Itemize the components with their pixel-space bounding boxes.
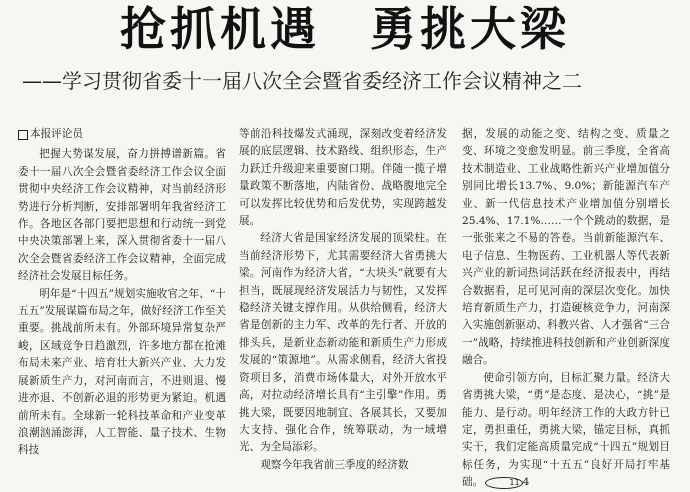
end-mark-icon: 11 <box>485 477 522 489</box>
article-column-3 <box>462 126 670 489</box>
paragraph: 明年是“十四五”规划实施收官之年、“十五五”发展谋篇布局之年，做好经济工作至关重要。挑战前所未有。外部环境异常复杂严峻，区域竞争日趋激烈，许多地方都在抢滩布局未来产业、培育壮大新兴产业、大力发展新质生产力，对河南而言，不进则退、慢进亦退、不创新必退的形势更为紧迫。机遇前所未有。全球新一轮科技革命和产业变革浪潮汹涌澎湃，人工智能、量子技术、生物科技 <box>18 287 226 457</box>
paragraph: 等前沿科技爆发式涌现，深刻改变着经济发展的底层逻辑、技术路线、组织形态，生产力跃迁升级迎来重要窗口期。伴随一揽子增量政策不断落地，内陆省份、战略腹地完全可以发挥比较优势和后发优势，实现跨越发展。 <box>239 128 447 228</box>
subheadline: ——学习贯彻省委十一届八次全会暨省委经济工作会议精神之二 <box>22 69 582 93</box>
end-mark-suffix: 4 <box>522 476 530 489</box>
headline: 抢抓机遇 勇挑大梁 <box>120 2 570 56</box>
byline-text: 本报评论员 <box>30 128 83 140</box>
paragraph: 经济大省是国家经济发展的顶梁柱。在当前经济形势下，尤其需要经济大省勇挑大梁。河南作为经济大省，“大块头”就要有大担当，既展现经济发展活力与韧性，又发挥稳经济关键支撑作用。从供给侧看，经济大省是创新的主力军、改革的先行者、开放的排头兵，是新业态新动能和新质生产力形成发展的“策源地”。从需求侧看，经济大省投资项目多，消费市场体量大，对外开放水平高，对拉动经济增长具有“主引擎”作用。勇挑大梁，既要因地制宜、各展其长，又要加大支持、强化合作，统筹联动，为一域增光、为全局添彩。 <box>239 232 447 454</box>
paragraph: 据，发展的动能之变、结构之变、质量之变、环境之变愈发明显。前三季度，全省高技术制造业、工业战略性新兴产业增加值分别同比增长13.7%、9.0%；新能源汽车产业、新一代信息技术产业增加值分别增长25.4%、17.1%……一个个跳动的数据，是一张张来之不易的答卷。当前新能源汽车、电子信息、生物医药、工业机器人等代表新兴产业的新词热词活跃在经济报表中，再结合数据看，足可见河南的深层次变化。加快培育新质生产力，打造硬核竞争力，河南深入实施创新驱动、科教兴省、人才强省“三合一”战略，持续推进科技创新和产业创新深度融合。 <box>462 128 670 367</box>
paragraph: 把握大势谋发展，奋力拼搏谱新篇。省委十一届八次全会暨省委经济工作会议全面贯彻中央经济工作会议精神，对当前经济形势进行分析判断，安排部署明年我省经济工作。各地区各部门要把思想和行动统一到党中央决策部署上来，深入贯彻省委十一届八次全会暨省委经济工作会议精神，全面完成经济社会发展目标任务。 <box>18 148 226 283</box>
article-column-1 <box>18 126 226 482</box>
paragraph-text: 使命引领方向，目标汇聚力量。经济大省勇挑大梁，“勇”是态度、是决心，“挑”是能力、是行动。明年经济工作的大政方针已定，勇担重任，勇挑大梁，锚定目标，真抓实干，我们定能高质量完成“十四五”规划目标任务，为实现“十五五”良好开局打牢基础。 <box>462 371 670 489</box>
paragraph <box>462 370 670 492</box>
paragraph: 观察今年我省前三季度的经济数 <box>260 458 409 471</box>
box-icon <box>18 130 28 140</box>
byline <box>18 126 226 143</box>
article-column-2 <box>239 126 447 482</box>
